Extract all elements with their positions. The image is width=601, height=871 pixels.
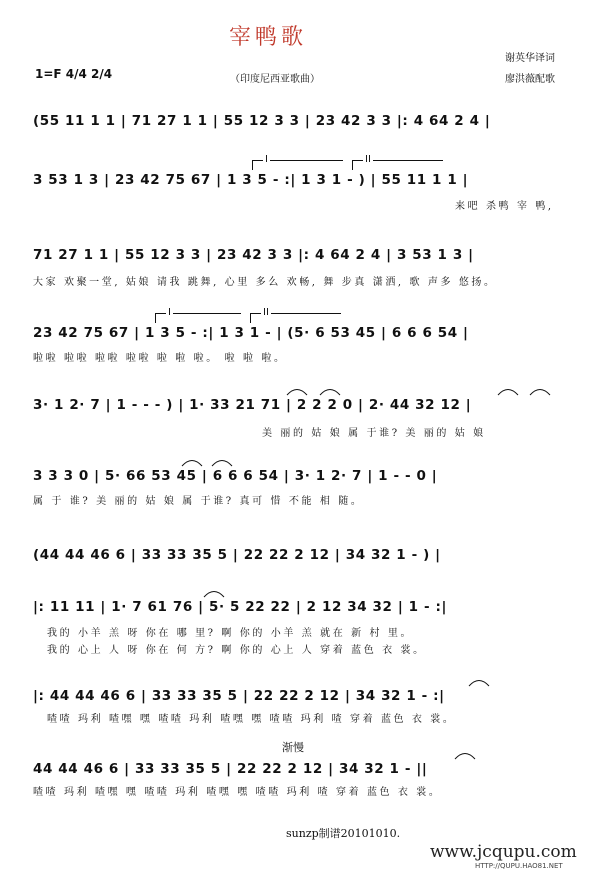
lyric-line-8: 喳喳 玛利 喳嘿 嘿 喳喳 玛利 喳嘿 嘿 喳喳 玛利 喳 穿着 蓝色 衣 裳。 [47, 714, 456, 725]
watermark: www.jcqupu.com [430, 842, 577, 862]
lyric-line-3: 啦啦 啦啦 啦啦 啦啦 啦 啦 啦。 啦 啦 啦。 [33, 353, 287, 364]
second-ending-label: II [365, 154, 371, 165]
slur-mark [182, 461, 202, 467]
lyric-line-9: 喳喳 玛利 喳嘿 嘿 喳喳 玛利 喳嘿 嘿 喳喳 玛利 喳 穿着 蓝色 衣 裳。 [33, 787, 442, 798]
second-ending-label: II [263, 307, 269, 318]
lyric-line-1: 来吧 杀鸭 宰 鸭, [455, 201, 554, 212]
music-line-8: |: 11 11 | 1· 7 61 76 | 5· 5 22 22 | 2 12 34 32 | 1 - :| [33, 599, 447, 615]
music-line-2: 3 53 1 3 | 23 42 75 67 | 1 3 5 - :| 1 3 1 - ) | 55 11 1 1 | [33, 172, 469, 188]
first-ending-label: I [265, 154, 268, 165]
lyricist-credit: 谢英华译词 [505, 53, 555, 64]
music-line-3: 71 27 1 1 | 55 12 3 3 | 23 42 3 3 |: 4 64 2 4 | 3 53 1 3 | [33, 247, 474, 263]
music-line-10: 44 44 46 6 | 33 33 35 5 | 22 22 2 12 | 34 32 1 - || [33, 761, 428, 777]
music-line-1: (55 11 1 1 | 71 27 1 1 | 55 12 3 3 | 23 42 3 3 |: 4 64 2 4 | [33, 113, 491, 129]
music-line-4: 23 42 75 67 | 1 3 5 - :| 1 3 1 - | (5· 6 53 45 | 6 6 6 54 | [33, 325, 469, 341]
lyric-line-5: 属 于 谁? 美 丽的 姑 娘 属 于谁? 真可 惜 不能 相 随。 [33, 496, 364, 507]
slur-mark [204, 592, 224, 598]
lyric-line-4: 美 丽的 姑 娘 属 于谁? 美 丽的 姑 娘 [262, 428, 486, 439]
watermark-url: HTTP://QUPU.HAO81.NET [475, 862, 563, 870]
slur-mark [212, 461, 232, 467]
lyric-line-6: 我的 小羊 羔 呀 你在 哪 里? 啊 你的 小羊 羔 就在 新 村 里。 [47, 628, 414, 639]
music-line-5: 3· 1 2· 7 | 1 - - - ) | 1· 33 21 71 | 2 2 2 0 | 2· 44 32 12 | [33, 397, 472, 413]
lyric-line-2: 大家 欢聚一堂, 姑娘 请我 跳舞, 心里 多么 欢畅, 舞 步真 潇洒, 歌 声多 悠扬。 [33, 277, 497, 288]
slur-mark [498, 390, 518, 396]
slur-mark [287, 390, 307, 396]
slur-mark [530, 390, 550, 396]
song-origin: （印度尼西亚歌曲） [230, 74, 320, 85]
key-signature: 1=F 4/4 2/4 [35, 67, 113, 81]
slur-mark [320, 390, 340, 396]
arranger-credit: 廖洪薇配歌 [505, 74, 555, 85]
music-line-9: |: 44 44 46 6 | 33 33 35 5 | 22 22 2 12 | 34 32 1 - :| [33, 688, 445, 704]
slur-mark [455, 754, 475, 760]
music-line-7: (44 44 46 6 | 33 33 35 5 | 22 22 2 12 | 34 32 1 - ) | [33, 547, 441, 563]
tempo-mark: 渐慢 [282, 741, 304, 754]
slur-mark [469, 681, 489, 687]
first-ending-label: I [168, 307, 171, 318]
music-line-6: 3 3 3 0 | 5· 66 53 45 | 6 6 6 54 | 3· 1 2· 7 | 1 - - 0 | [33, 468, 438, 484]
transcriber-note: sunzp制谱20101010. [286, 827, 401, 840]
lyric-line-7: 我的 心上 人 呀 你在 何 方? 啊 你的 心上 人 穿着 蓝色 衣 裳。 [47, 645, 426, 656]
song-title: 宰鸭歌 [229, 25, 308, 50]
